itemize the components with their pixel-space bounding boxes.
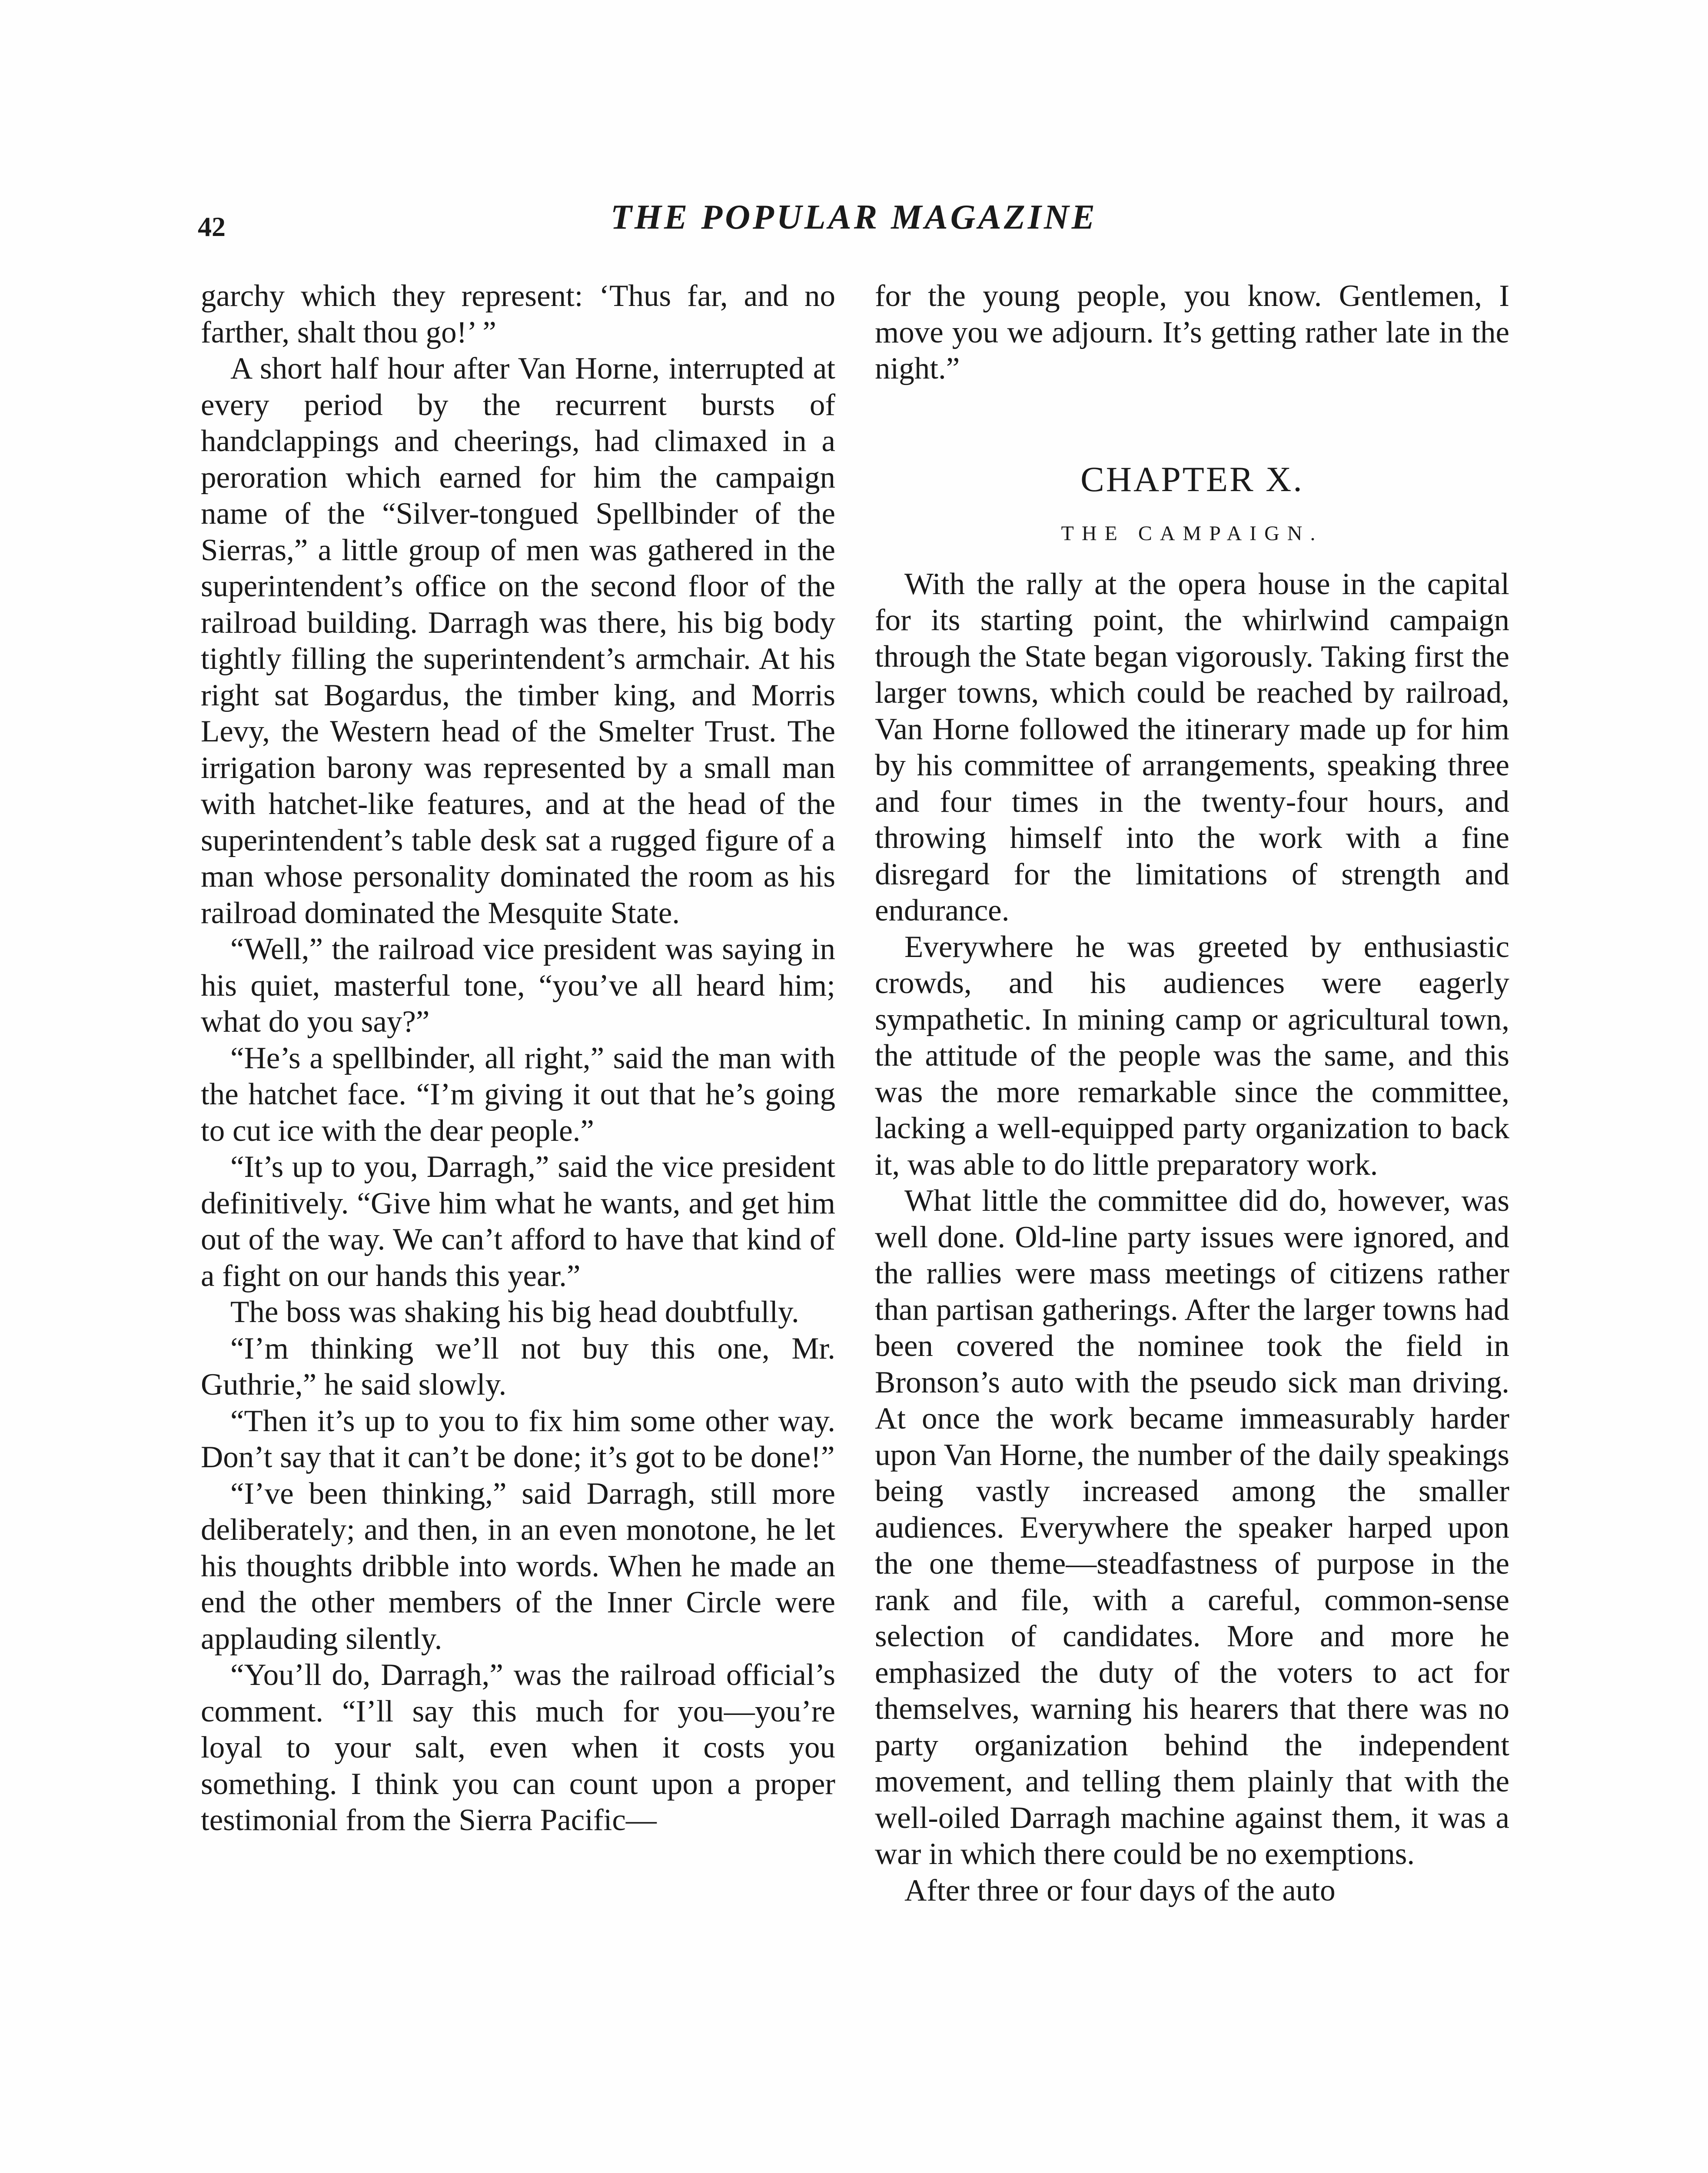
chapter-subtitle: THE CAMPAIGN. — [1061, 522, 1323, 545]
paragraph: “Well,” the railroad vice president was saying in his quiet, masterful tone, “you’ve all heard him; what do you say?” — [201, 932, 835, 1039]
paragraph: “You’ll do, Darragh,” was the railroad official’s comment. “I’ll say this much for you—you’re loyal to your salt, even when it costs you something. I think you can count upon a proper testimonial from the Sierra Pacific— — [201, 1658, 835, 1837]
paragraph: “I’m thinking we’ll not buy this one, Mr. Guthrie,” he said slowly. — [201, 1331, 835, 1402]
paragraph: “Then it’s up to you to fix him some other way. Don’t say that it can’t be done; it’s got to be done!” — [201, 1404, 835, 1474]
paragraph: A short half hour after Van Horne, interrupted at every period by the recurrent bursts of handclappings and cheerings, had climaxed in a peroration which earned for him the campaign name of the “Silver-tongued Spellbinder of the Sierras,” a little group of men was gathered in the superintendent’s office on the second floor of the railroad building. Darragh was there, his big body tightly filling the superintendent’s armchair. At his right sat Bogardus, the timber king, and Morris Levy, the Western head of the Smelter Trust. The irrigation barony was represented by a small man with hatchet-like features, and at the head of the superintendent’s table desk sat a rugged figure of a man whose personality dominated the room as his railroad dominated the Mesquite State. — [201, 352, 835, 930]
paragraph: The boss was shaking his big head doubtfully. — [230, 1295, 799, 1329]
paragraph: “He’s a spellbinder, all right,” said the man with the hatchet face. “I’m giving it out that he’s going to cut ice with the dear people.” — [201, 1041, 835, 1148]
left-column — [201, 278, 835, 1839]
page-header — [198, 198, 1510, 246]
page-number: 42 — [198, 211, 226, 242]
paragraph: “It’s up to you, Darragh,” said the vice president definitively. “Give him what he wants, and get him out of the way. We can’t afford to have that kind of a fight on our hands this year.” — [201, 1150, 835, 1293]
right-column — [875, 278, 1509, 1909]
paragraph: for the young people, you know. Gentlemen, I move you we adjourn. It’s getting rather late in the night.” — [875, 279, 1509, 385]
paragraph: After three or four days of the auto — [904, 1873, 1336, 1907]
paragraph: garchy which they represent: ‘Thus far, and no farther, shalt thou go!’ ” — [201, 279, 835, 349]
chapter-heading: CHAPTER X. — [1080, 459, 1304, 499]
paragraph: With the rally at the opera house in the capital for its starting point, the whirlwind campaign through the State began vigorously. Taking first the larger towns, which could be reached by railroad, Van Horne followed the itinerary made up for him by his committee of arrangements, speaking three and four times in the twenty-four hours, and throwing himself into the work with a fine disregard for the limitations of strength and endurance. — [875, 567, 1509, 927]
paragraph: Everywhere he was greeted by enthusiastic crowds, and his audiences were eagerly sympathetic. In mining camp or agricultural town, the attitude of the people was the same, and this was the more remarkable since the committee, lacking a well-equipped party organization to back it, was able to do little preparatory work. — [875, 930, 1509, 1182]
paragraph: What little the committee did do, however, was well done. Old-line party issues were ignored, and the rallies were mass meetings of citizens rather than partisan gatherings. After the larger towns had been covered the nominee took the field in Bronson’s auto with the pseudo sick man driving. At once the work became immeasurably harder upon Van Horne, the number of the daily speakings being vastly increased among the smaller audiences. Everywhere the speaker harped upon the one theme—steadfastness of purpose in the rank and file, with a careful, common-sense selection of candidates. More and more he emphasized the duty of the voters to act for themselves, warning his hearers that there was no party organization behind the independent movement, and telling them plainly that with the well-oiled Darragh machine against them, it was a war in which there could be no exemptions. — [875, 1184, 1509, 1871]
magazine-title: THE POPULAR MAGAZINE — [610, 198, 1098, 236]
paragraph: “I’ve been thinking,” said Darragh, still more deliberately; and then, in an even monotone, he let his thoughts dribble into words. When he made an end the other members of the Inner Circle were applauding silently. — [201, 1476, 835, 1656]
